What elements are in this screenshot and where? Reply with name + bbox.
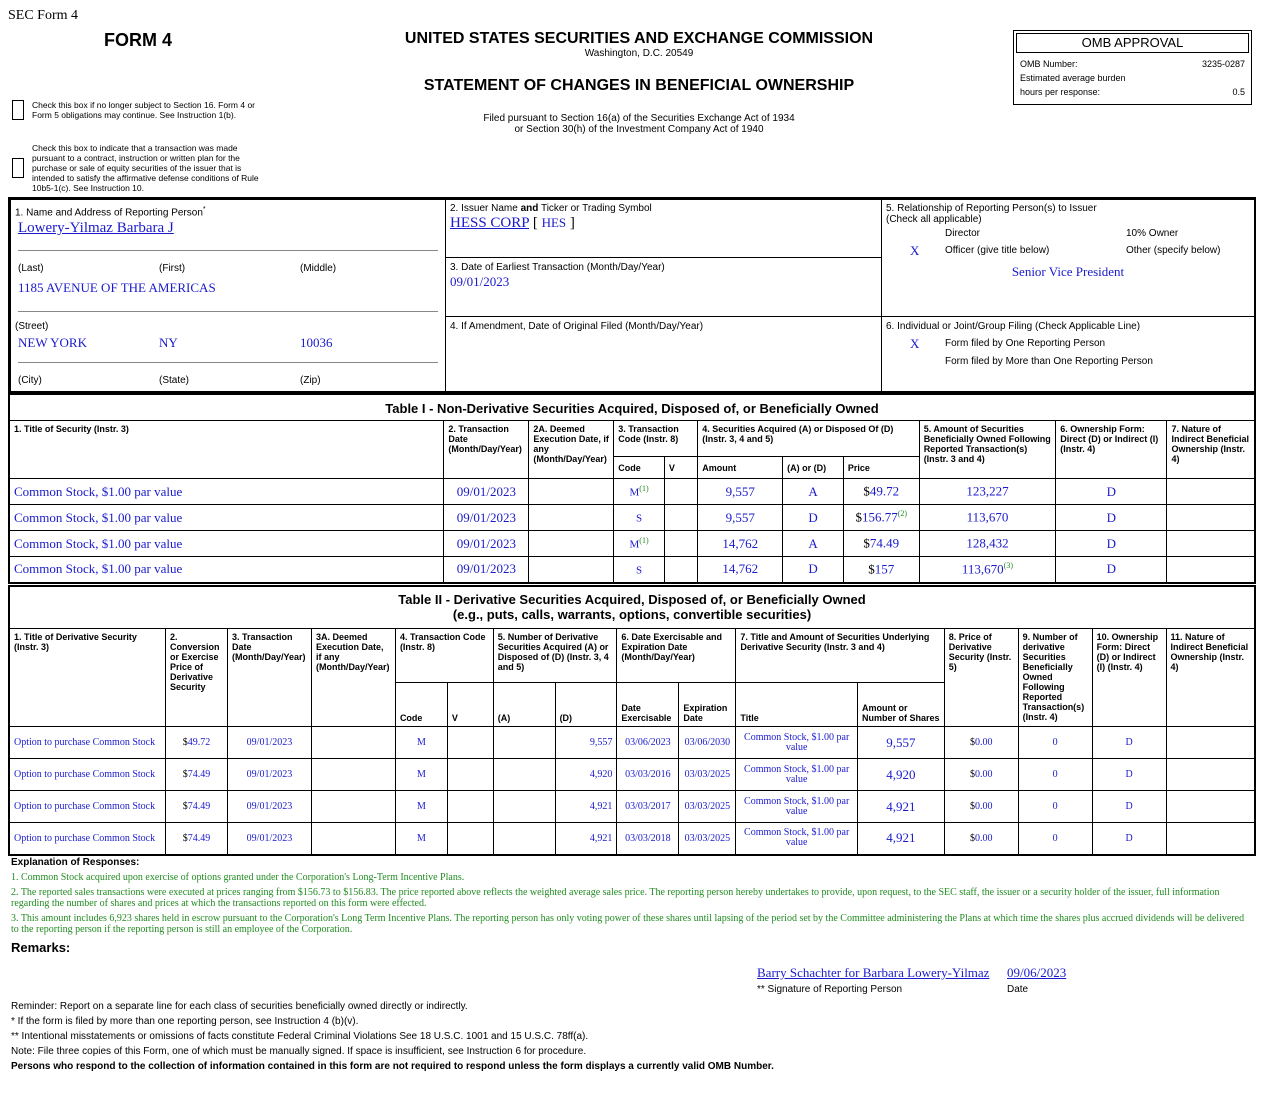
t1-cell-nature [1167,505,1255,531]
t2-cell-underlying-title: Common Stock, $1.00 par value [736,823,858,855]
t2-header-number: 5. Number of Derivative Securities Acquired (A) or Disposed of (D) (Instr. 3, 4 and 5) [493,629,617,683]
t1-subheader-amount: Amount [698,457,783,479]
table-row [9,479,1255,505]
t1-cell-amount: 14,762 [698,557,783,583]
t2-cell-underlying-title: Common Stock, $1.00 par value [736,759,858,791]
t1-cell-aord: A [783,531,844,557]
issuer-label-post: Ticker or Trading Symbol [538,203,652,214]
t2-cell-price [944,823,1018,855]
t1-cell-amount: 14,762 [698,531,783,557]
director-label: Director [945,228,981,239]
footnote-1: 1. Common Stock acquired upon exercise of options granted under the Corporation's Long-Term Incentive Plans. [11,872,465,883]
explanation-title: Explanation of Responses: [11,857,140,868]
t1-subheader-v: V [664,457,697,479]
t2-conversion-currency: $ [182,801,188,812]
street-value: 1185 AVENUE OF THE AMERICAS [18,280,216,295]
t1-subheader-code: Code [614,457,665,479]
t1-owned-value: 128,432 [966,535,1009,551]
omb-number-label: OMB Number: [1020,59,1078,69]
t2-cell-expiration: 03/03/2025 [679,759,736,791]
omb-hours-label: hours per response: [1020,87,1101,97]
t1-header-code: 3. Transaction Code (Instr. 8) [614,421,698,457]
t1-cell-nature [1167,479,1255,505]
t1-cell-form: D [1056,505,1167,531]
rule10b5-checkbox[interactable] [12,158,24,178]
filing-one-label: Form filed by One Reporting Person [945,338,1106,349]
filed-pursuant [380,113,898,135]
t1-cell-aord: A [783,479,844,505]
t2-conversion-currency: $ [182,737,188,748]
t1-cell-deemed [529,531,614,557]
t2-cell-form: D [1092,759,1166,791]
reporting-person-star: * [202,206,206,213]
rule10b5-checkbox-label: Check this box to indicate that a transaction was made pursuant to a contract, instruction or written plan for the purchase or sale of equity securities of the issuer that is intended to satisfy the affirmative defense conditions of Rule 10b5-1(c). See Instruction 10. [32,143,259,193]
last-label: (Last) [18,263,44,274]
t1-header-deemed: 2A. Deemed Execution Date, if any (Month/Day/Year) [529,421,614,479]
footnote-3: 3. This amount includes 6,923 shares held in escrow pursuant to the Corporation's Long Term Incentive Plans. The reporting person has only voting power of these shares until lapsing of the period set by the Committee administering the Plans at which time the shares plus accrued dividends will be delivered to the reporting person if the reporting person is still an employee of the Corporation. [11,913,1245,935]
signature-date[interactable]: 09/06/2023 [1007,965,1067,980]
t1-header-title: 1. Title of Security (Instr. 3) [9,421,444,479]
t2-cell-title: Option to purchase Common Stock [9,791,166,823]
t2-price-currency: $ [969,769,975,780]
t2-cell-code: M [395,759,447,791]
t2-cell-date: 09/01/2023 [227,759,311,791]
t2-price-value: 0.00 [974,769,993,780]
t1-cell-aord: D [783,505,844,531]
t2-cell-nature [1166,823,1255,855]
t2-cell-v [447,727,493,759]
table-1-title: Table I - Non-Derivative Securities Acquired, Disposed of, or Beneficially Owned [9,394,1255,421]
t1-cell-aord: D [783,557,844,583]
remarks-title: Remarks: [11,940,71,955]
t2-cell-exercisable: 03/03/2018 [617,823,679,855]
t1-cell-code [614,557,665,583]
t2-header-title: 1. Title of Derivative Security (Instr. 3) [9,629,166,727]
t1-code-footnote: (1) [639,484,649,494]
t1-subheader-aord: (A) or (D) [783,457,844,479]
t2-subheader-expiration: Expiration Date [679,683,736,727]
officer-label: Officer (give title below) [945,245,1050,256]
t2-cell-a [493,791,555,823]
t2-subheader-exercisable: Date Exercisable [617,683,679,727]
t2-cell-owned: 0 [1018,727,1092,759]
state-label: (State) [159,375,190,386]
state-value: NY [159,335,178,350]
t2-header-underlying: 7. Title and Amount of Securities Underlying Derivative Security (Instr. 3 and 4) [736,629,944,683]
t1-price-value: 74.49 [869,535,900,551]
filing-type-box [881,316,1255,392]
t2-cell-v [447,759,493,791]
t2-cell-a [493,727,555,759]
explanation-section [11,857,1251,955]
t2-header-conversion: 2. Conversion or Exercise Price of Derivative Security [166,629,228,727]
t2-cell-nature [1166,759,1255,791]
t2-cell-a [493,759,555,791]
t2-header-price: 8. Price of Derivative Security (Instr. 5) [944,629,1018,727]
amendment-box [445,316,882,392]
t1-cell-title: Common Stock, $1.00 par value [9,531,444,557]
t2-conversion-currency: $ [182,769,188,780]
t2-subheader-v: V [447,683,493,727]
t1-cell-v [664,557,697,583]
t1-price-value: 49.72 [869,483,900,499]
middle-label: (Middle) [300,263,337,274]
t1-cell-owned [919,557,1056,583]
t1-code-value: S [636,564,643,577]
issuer-label-pre: 2. Issuer Name [450,203,521,214]
filing-checkmark: X [910,336,920,351]
t1-cell-deemed [529,557,614,583]
t1-header-date: 2. Transaction Date (Month/Day/Year) [444,421,529,479]
t2-cell-a [493,823,555,855]
issuer-line [450,215,575,232]
footer-reminder: Reminder: Report on a separate line for each class of securities beneficially owned directly or indirectly. [11,1001,468,1012]
t2-cell-code: M [395,791,447,823]
t2-cell-underlying-title: Common Stock, $1.00 par value [736,791,858,823]
table-row [9,531,1255,557]
t2-cell-form: D [1092,727,1166,759]
ten-percent-owner-label: 10% Owner [1126,228,1179,239]
t1-header-securities: 4. Securities Acquired (A) or Disposed Of (D) (Instr. 3, 4 and 5) [698,421,919,457]
omb-approval-box [1013,30,1252,105]
officer-checkmark: X [910,243,920,258]
t1-cell-date: 09/01/2023 [444,557,529,583]
t1-cell-deemed [529,505,614,531]
filing-type-label: 6. Individual or Joint/Group Filing (Check Applicable Line) [886,321,1141,332]
t1-cell-date: 09/01/2023 [444,531,529,557]
t2-cell-underlying-amount: 4,920 [858,759,945,791]
t1-cell-amount: 9,557 [698,479,783,505]
t2-conversion-value: 74.49 [187,801,211,812]
t2-cell-owned: 0 [1018,823,1092,855]
t2-subheader-title: Title [736,683,858,727]
t2-cell-expiration: 03/06/2030 [679,727,736,759]
t1-cell-price [843,531,919,557]
t2-cell-date: 09/01/2023 [227,823,311,855]
officer-title: Senior Vice President [1011,264,1125,279]
t1-owned-value: 113,670 [966,509,1009,525]
city-label: (City) [18,375,42,386]
t2-cell-code: M [395,823,447,855]
t1-cell-deemed [529,479,614,505]
relationship-box [881,199,1255,317]
filed-line-2: or Section 30(h) of the Investment Company Act of 1940 [514,124,764,135]
t2-cell-deemed [311,823,395,855]
t1-code-value: S [636,512,643,525]
t2-cell-exercisable: 03/03/2017 [617,791,679,823]
t2-price-currency: $ [969,737,975,748]
t2-cell-exercisable: 03/03/2016 [617,759,679,791]
t1-cell-nature [1167,557,1255,583]
t2-cell-underlying-amount: 4,921 [858,823,945,855]
t2-cell-underlying-amount: 9,557 [858,727,945,759]
table-row [9,557,1255,583]
filed-line-1: Filed pursuant to Section 16(a) of the Securities Exchange Act of 1934 [483,113,795,124]
t1-price-currency: $ [863,535,870,551]
t1-price-value: 156.77 [861,509,898,525]
t1-price-footnote: (2) [897,509,908,519]
t1-cell-date: 09/01/2023 [444,505,529,531]
t2-cell-deemed [311,727,395,759]
t2-cell-underlying-amount: 4,921 [858,791,945,823]
t1-price-currency: $ [863,483,870,499]
t1-cell-code [614,505,665,531]
t1-owned-value: 123,227 [966,483,1009,499]
zip-value: 10036 [300,335,333,350]
t2-header-deemed: 3A. Deemed Execution Date, if any (Month/Day/Year) [311,629,395,727]
reporting-person-box [10,199,446,392]
t2-cell-v [447,823,493,855]
t2-cell-expiration: 03/03/2025 [679,791,736,823]
t2-cell-v [447,791,493,823]
t1-subheader-price: Price [843,457,919,479]
street-label: (Street) [15,321,49,332]
name-divider [18,250,438,251]
omb-number-row [1016,57,1249,71]
relationship-label-1: 5. Relationship of Reporting Person(s) to Issuer [886,203,1097,214]
t2-cell-price [944,727,1018,759]
t1-cell-owned [919,479,1056,505]
city-divider [18,362,438,363]
t1-cell-form: D [1056,479,1167,505]
footer-note-3: Note: File three copies of this Form, one of which must be manually signed. If space is insufficient, see Instruction 6 for procedure. [11,1046,587,1057]
relationship-label-2: (Check all applicable) [886,214,982,225]
issuer-label-and: and [520,203,539,214]
t2-cell-title: Option to purchase Common Stock [9,823,166,855]
t2-cell-exercisable: 03/06/2023 [617,727,679,759]
t1-price-currency: $ [855,509,862,525]
issuer-box [445,199,882,258]
t2-cell-nature [1166,727,1255,759]
city-value: NEW YORK [18,335,87,350]
t1-cell-code [614,479,665,505]
t1-header-owned: 5. Amount of Securities Beneficially Owned Following Reported Transaction(s) (Instr. 3 and 4) [919,421,1056,479]
earliest-transaction-box [445,257,882,317]
t2-header-code: 4. Transaction Code (Instr. 8) [395,629,493,683]
t2-cell-deemed [311,759,395,791]
sec-form-label: SEC Form 4 [8,8,79,23]
t2-price-currency: $ [969,801,975,812]
footer-note-2: ** Intentional misstatements or omissions of facts constitute Federal Criminal Violations See 18 U.S.C. 1001 and 15 U.S.C. 78ff(a). [11,1031,589,1042]
t2-subheader-a: (A) [493,683,555,727]
t2-price-value: 0.00 [974,801,993,812]
t2-cell-form: D [1092,791,1166,823]
t2-cell-nature [1166,791,1255,823]
reporter-name-link[interactable]: Lowery-Yilmaz Barbara J [18,220,174,236]
t2-cell-deemed [311,791,395,823]
signature-name[interactable]: Barry Schachter for Barbara Lowery-Yilmaz [757,965,990,980]
table-2-title [9,586,1255,629]
other-label: Other (specify below) [1126,245,1221,256]
ticker-close-bracket: ] [569,215,575,231]
t2-cell-d: 4,920 [555,759,617,791]
signature-date-label: Date [1007,984,1029,995]
t2-price-value: 0.00 [974,832,993,844]
t2-cell-conversion [166,759,228,791]
omb-burden-label: Estimated average burden [1020,73,1126,83]
t2-price-value: 0.00 [974,737,993,748]
agency-city: Washington, D.C. 20549 [584,48,694,59]
ticker-open-bracket: [ [532,215,538,231]
t2-cell-date: 09/01/2023 [227,727,311,759]
t1-price-value: 157 [874,561,895,577]
t2-cell-conversion [166,727,228,759]
t2-header-form: 10. Ownership Form: Direct (D) or Indirect (I) (Instr. 4) [1092,629,1166,727]
t1-cell-title: Common Stock, $1.00 par value [9,479,444,505]
footer-note-4: Persons who respond to the collection of information contained in this form are not required to respond unless the form displays a currently valid OMB Number. [11,1061,774,1072]
earliest-date-label: 3. Date of Earliest Transaction (Month/Day/Year) [450,262,665,273]
t2-cell-expiration: 03/03/2025 [679,823,736,855]
t1-cell-v [664,479,697,505]
table-2-title-2: (e.g., puts, calls, warrants, options, convertible securities) [452,607,812,622]
omb-hours: 0.5 [1232,87,1245,97]
t1-cell-price [843,505,919,531]
agency-title: UNITED STATES SECURITIES AND EXCHANGE COMMISSION [404,30,874,47]
t1-code-footnote: (1) [639,536,649,546]
t1-cell-title: Common Stock, $1.00 par value [9,505,444,531]
t2-cell-price [944,791,1018,823]
t2-subheader-d: (D) [555,683,617,727]
filing-more-label: Form filed by More than One Reporting Person [945,356,1153,367]
table-row [9,505,1255,531]
t1-price-currency: $ [868,561,875,577]
t2-conversion-value: 74.49 [187,769,211,780]
t2-header-exercisable: 6. Date Exercisable and Expiration Date (Month/Day/Year) [617,629,736,683]
t1-code-value: M [629,538,640,551]
table-row [9,759,1255,791]
table-row [9,727,1255,759]
relationship-label [886,203,1097,225]
t2-cell-underlying-title: Common Stock, $1.00 par value [736,727,858,759]
form-title: FORM 4 [104,30,173,50]
issuer-label [450,203,652,214]
t2-cell-form: D [1092,823,1166,855]
t2-header-nature: 11. Nature of Indirect Beneficial Ownership (Instr. 4) [1166,629,1255,727]
footer-notes [11,999,774,1074]
t2-cell-owned: 0 [1018,791,1092,823]
table-2-title-1: Table II - Derivative Securities Acquired, Disposed of, or Beneficially Owned [398,592,866,607]
t1-owned-value: 113,670 [961,561,1004,577]
t1-cell-form: D [1056,557,1167,583]
t2-cell-title: Option to purchase Common Stock [9,759,166,791]
section16-checkbox-label: Check this box if no longer subject to Section 16. Form 4 or Form 5 obligations may continue. See Instruction 1(b). [32,100,256,120]
t2-price-currency: $ [969,832,975,844]
omb-burden-row [1016,71,1249,85]
t1-cell-v [664,505,697,531]
t2-conversion-value: 74.49 [187,832,211,844]
t1-cell-title: Common Stock, $1.00 par value [9,557,444,583]
t2-cell-code: M [395,727,447,759]
table-row [9,823,1255,855]
footnote-2: 2. The reported sales transactions were executed at prices ranging from $156.73 to $156.83. The price reported above reflects the weighted average sales price. The reporting person hereby undertakes to provide, upon request, to the SEC staff, the issuer or a security holder of the issuer, full information regarding the number of shares and prices at which the transactions reported on this form were effected. [11,887,1220,909]
t1-cell-date: 09/01/2023 [444,479,529,505]
table-row [9,791,1255,823]
first-label: (First) [159,263,186,274]
section16-checkbox[interactable] [12,100,24,120]
t1-cell-nature [1167,531,1255,557]
zip-label: (Zip) [300,375,321,386]
t2-cell-d: 4,921 [555,791,617,823]
t1-cell-price [843,479,919,505]
amendment-label: 4. If Amendment, Date of Original Filed (Month/Day/Year) [450,321,704,332]
t1-cell-code [614,531,665,557]
table-1 [8,393,1256,584]
t2-cell-conversion [166,791,228,823]
reporting-person-label-text: 1. Name and Address of Reporting Person [15,207,203,219]
t2-header-date: 3. Transaction Date (Month/Day/Year) [227,629,311,727]
earliest-date-value: 09/01/2023 [450,274,510,289]
issuer-name-link[interactable]: HESS CORP [450,215,530,231]
t2-conversion-value: 49.72 [187,737,211,748]
footer-note-1: * If the form is filed by more than one reporting person, see Instruction 4 (b)(v). [11,1016,359,1027]
t2-cell-conversion [166,823,228,855]
t2-header-owned: 9. Number of derivative Securities Beneficially Owned Following Reported Transaction(s) (Instr. 4) [1018,629,1092,727]
t1-header-nature: 7. Nature of Indirect Beneficial Ownership (Instr. 4) [1167,421,1255,479]
t2-subheader-amount: Amount or Number of Shares [858,683,945,727]
omb-title: OMB APPROVAL [1016,33,1249,53]
street-divider [18,311,438,312]
t2-cell-title: Option to purchase Common Stock [9,727,166,759]
t1-cell-amount: 9,557 [698,505,783,531]
t2-cell-d: 9,557 [555,727,617,759]
t2-cell-date: 09/01/2023 [227,791,311,823]
t1-cell-owned [919,505,1056,531]
t2-conversion-currency: $ [182,832,188,844]
table-2 [8,585,1256,856]
ticker-symbol: HES [541,215,567,230]
statement-title: STATEMENT OF CHANGES IN BENEFICIAL OWNERSHIP [423,77,855,94]
reporting-person-label [15,206,206,218]
omb-number: 3235-0287 [1201,59,1245,69]
signature-label: ** Signature of Reporting Person [757,984,903,995]
t1-header-form: 6. Ownership Form: Direct (D) or Indirect (I) (Instr. 4) [1056,421,1167,479]
t1-cell-form: D [1056,531,1167,557]
t2-cell-price [944,759,1018,791]
omb-hours-row [1016,85,1249,99]
t1-cell-price [843,557,919,583]
t1-owned-footnote: (3) [1003,561,1013,571]
t2-cell-owned: 0 [1018,759,1092,791]
t2-subheader-code: Code [395,683,447,727]
t1-code-value: M [629,486,640,499]
t2-cell-d: 4,921 [555,823,617,855]
t1-cell-owned [919,531,1056,557]
t1-cell-v [664,531,697,557]
